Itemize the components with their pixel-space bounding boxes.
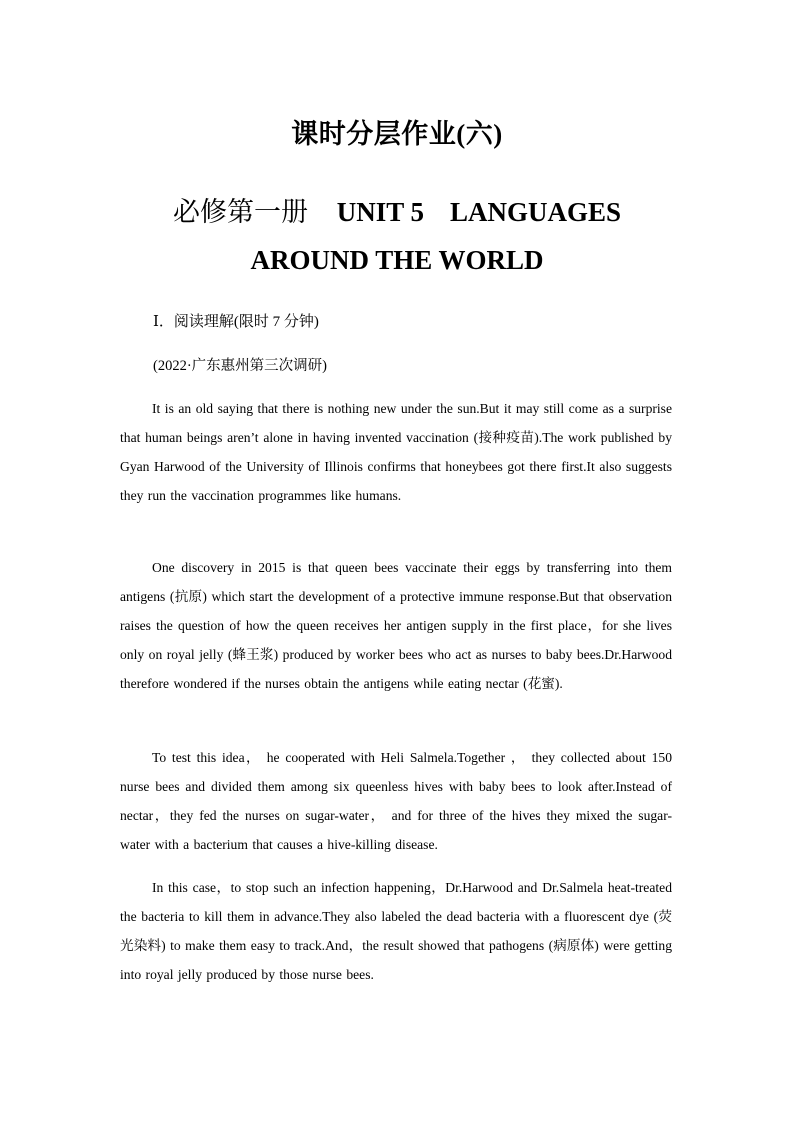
page-title: 课时分层作业(六) [291,119,503,149]
source-note: (2022·广东惠州第三次调研) [153,358,327,374]
unit-topic-part2: AROUND THE WORLD [250,245,544,275]
unit-heading-line1 [0,190,794,229]
paragraph-4: In this case，to stop such an infection happening，Dr.Harwood and Dr.Salmela heat-treated the bacteria to kill them in advance.They also labeled the dead bacteria with a fluorescent dye (荧光染料) to make them easy to track.And，the result showed that pathogens (病原体) were getting into royal jelly produced by those nurse bees. [120,880,672,982]
paragraph-1: It is an old saying that there is nothing new under the sun.But it may still come as a surprise that human beings aren’t alone in having invented vaccination (接种疫苗).The work published by Gyan Harwood of the University of Illinois confirms that honeybees got there first.It also suggests they run the vaccination programmes like humans. [120,401,672,503]
book-label: 必修第一册 [172,197,308,227]
unit-topic-part1: LANGUAGES [450,197,622,227]
section-heading: Ⅰ．阅读理解(限时 7 分钟) [153,314,319,330]
unit-label: UNIT 5 [336,197,424,227]
paragraph-3: To test this idea， he cooperated with Heli Salmela.Together ， they collected about 150 nurse bees and divided them among six queenless hives with baby bees to look after.Instead of nectar，they fed the nurses on sugar-water， and for three of the hives they mixed the sugar-water with a bacterium that causes a hive-killing disease. [120,750,672,852]
paragraph-2: One discovery in 2015 is that queen bees vaccinate their eggs by transferring into them antigens (抗原) which start the development of a protective immune response.But that observation raises the question of how the queen receives her antigen supply in the first place，for she lives only on royal jelly (蜂王浆) produced by worker bees who act as nurses to baby bees.Dr.Harwood therefore wondered if the nurses obtain the antigens while eating nectar (花蜜). [120,560,672,691]
